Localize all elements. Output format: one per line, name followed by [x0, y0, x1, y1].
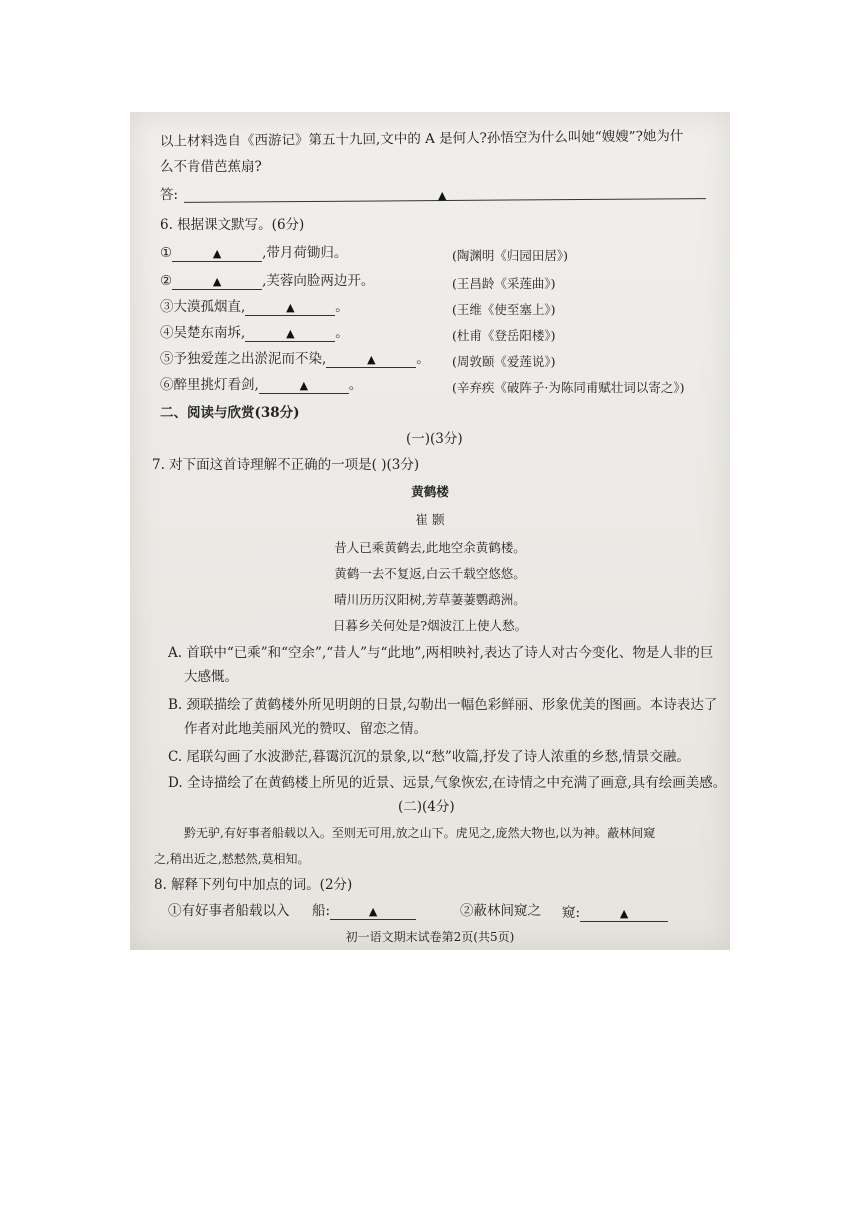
q6-item-1-after: ,带月荷锄归。	[262, 245, 348, 261]
intro-line-1: 以上材料选自《西游记》第五十九回,文中的 A 是何人?孙悟空为什么叫她“嫂嫂”?她为什	[159, 128, 684, 150]
poem-line-3: 晴川历历汉阳树,芳草萋萋鹦鹉洲。	[334, 592, 526, 607]
q6-item-1-num: ①	[160, 245, 173, 261]
option-b-line-2: 作者对此地美丽风光的赞叹、留恋之情。	[184, 721, 427, 737]
poem-line-2: 黄鹤一去不复返,白云千载空悠悠。	[334, 566, 526, 581]
q6-item-3-num: ③	[160, 299, 174, 315]
q8-item-1-blank[interactable]: ▲	[330, 904, 416, 920]
answer-label: 答:	[160, 187, 179, 203]
q6-item-4-num: ④	[160, 325, 174, 341]
q6-item-5-before: 予独爱莲之出淤泥而不染,	[173, 351, 327, 367]
subsection-2-title: (二)(4分)	[398, 799, 455, 815]
q6-item-6	[160, 376, 362, 394]
q6-item-3-before: 大漠孤烟直,	[173, 299, 246, 315]
q6-item-5	[160, 350, 430, 368]
q8-item-1-text: ①有好事者船载以入	[168, 903, 290, 919]
q8-question: 8. 解释下列句中加点的词。(2分)	[154, 877, 353, 893]
q6-item-1-source: (陶渊明《归园田居》)	[452, 248, 569, 263]
q6-item-6-num: ⑥	[160, 377, 174, 393]
q6-item-6-source: (辛弃疾《破阵子·为陈同甫赋壮词以寄之》)	[452, 380, 685, 395]
q6-item-3-after: 。	[335, 299, 349, 315]
option-d-line-1: D. 全诗描绘了在黄鹤楼上所见的近景、远景,气象恢宏,在诗情之中充满了画意,具有绘画美感。	[168, 775, 727, 791]
q6-item-5-after: 。	[416, 351, 430, 367]
q6-item-2-source: (王昌龄《采莲曲》)	[452, 276, 556, 291]
q6-item-2-blank[interactable]: ▲	[172, 274, 262, 290]
q8-item-2-answer: 窥: ▲	[562, 904, 668, 922]
q6-title: 6. 根据课文默写。(6分)	[160, 217, 305, 233]
q6-item-5-source: (周敦颐《爱莲说》)	[452, 354, 556, 369]
q8-item-2-blank[interactable]: ▲	[580, 906, 668, 922]
q6-item-6-after: 。	[348, 377, 363, 393]
q6-item-4-source: (杜甫《登岳阳楼》)	[452, 328, 556, 343]
subsection-1-title: (一)(3分)	[406, 431, 463, 447]
poem-title: 黄鹤楼	[411, 484, 449, 499]
q6-item-4	[160, 324, 349, 342]
q6-item-4-blank[interactable]: ▲	[245, 326, 335, 342]
passage-line-1: 黔无驴,有好事者船载以入。至则无可用,放之山下。虎见之,庞然大物也,以为神。蔽林间窥	[184, 826, 656, 840]
q6-item-5-num: ⑤	[160, 351, 174, 367]
q6-item-5-blank[interactable]: ▲	[326, 352, 416, 368]
q6-item-6-before: 醉里挑灯看剑,	[173, 377, 259, 393]
q8-item-1	[168, 902, 290, 920]
option-a-line-2: 大感慨。	[184, 669, 238, 685]
exam-page-photo	[130, 112, 730, 950]
q8-item-1-answer: 船: ▲	[312, 902, 416, 920]
poem-line-4: 日暮乡关何处是?烟波江上使人愁。	[332, 618, 528, 633]
q6-item-4-after: 。	[335, 325, 349, 341]
q6-item-6-blank[interactable]: ▲	[259, 378, 349, 394]
q6-item-2-num: ②	[160, 273, 173, 289]
q6-item-4-before: 吴楚东南坼,	[173, 325, 246, 341]
poem-line-1: 昔人已乘黄鹤去,此地空余黄鹤楼。	[334, 540, 526, 555]
option-a-line-1: A. 首联中“已乘”和“空余”,“昔人”与“此地”,两相映衬,表达了诗人对古今变化、物是人非的巨	[168, 645, 714, 661]
q6-item-3-source: (王维《使至塞上》)	[452, 302, 556, 317]
q6-item-2	[160, 272, 374, 290]
q6-item-3	[160, 298, 349, 316]
option-c-line-1: C. 尾联勾画了水波渺茫,暮霭沉沉的景象,以“愁”收篇,抒发了诗人浓重的乡愁,情景交融。	[168, 749, 690, 765]
q6-item-1	[160, 244, 347, 262]
q7-question: 7. 对下面这首诗理解不正确的一项是( )(3分)	[152, 457, 420, 473]
option-b-line-1: B. 颈联描绘了黄鹤楼外所见明朗的日景,勾勒出一幅色彩鲜丽、形象优美的图画。本诗表达了	[168, 697, 718, 713]
intro-line-2: 么不肯借芭蕉扇?	[160, 159, 262, 175]
q6-item-2-after: ,芙蓉向脸两边开。	[262, 273, 375, 289]
q8-item-2: ②蔽林间窥之	[460, 903, 541, 919]
q6-item-1-blank[interactable]: ▲	[172, 246, 262, 262]
answer-mark: ▲	[438, 189, 447, 202]
section-2-title: 二、阅读与欣赏(38分)	[160, 405, 300, 421]
passage-line-2: 之,稍出近之,慭慭然,莫相知。	[154, 852, 310, 866]
page-footer: 初一语文期末试卷第2页(共5页)	[345, 930, 515, 944]
q6-item-3-blank[interactable]: ▲	[245, 300, 335, 316]
poem-author: 崔 颢	[415, 512, 445, 527]
